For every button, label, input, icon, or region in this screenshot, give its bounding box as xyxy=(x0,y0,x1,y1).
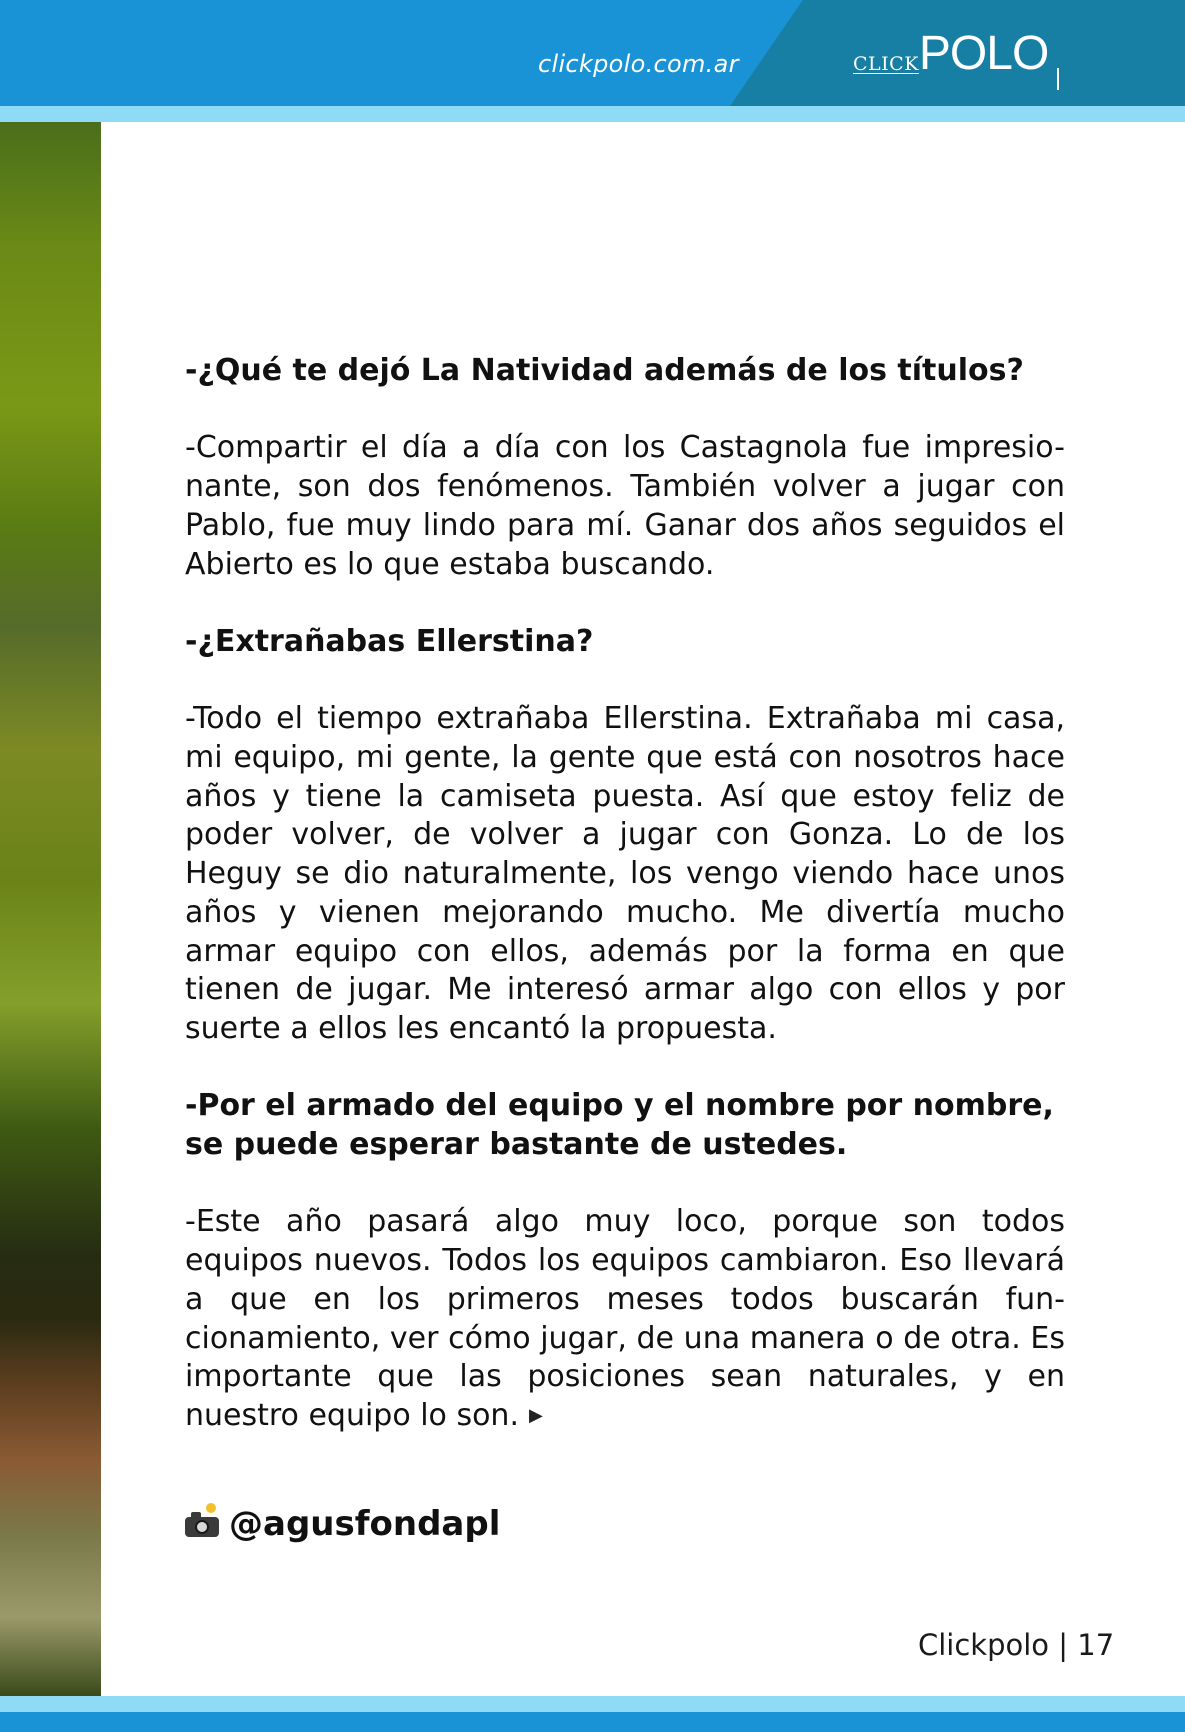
continue-arrow-icon: ▶ xyxy=(528,1405,543,1427)
site-url-link[interactable]: clickpolo.com.ar xyxy=(538,50,739,78)
answer-1: -Compartir el día a día con los Castagnola fue impresio- nante, son dos fenómenos. También volver a jugar con Pablo, fue muy lindo para mí. Ganar dos años seguidos el Abierto es lo que estaba buscando. xyxy=(185,430,1065,582)
logo-polo-text: POLO xyxy=(918,27,1049,80)
camera-flash-icon xyxy=(185,1511,219,1537)
photo-credit xyxy=(185,1502,500,1546)
logo-mark xyxy=(1057,68,1059,90)
header-bar xyxy=(0,0,1185,106)
clickpolo-logo[interactable] xyxy=(853,26,1063,92)
answer-3-text: -Este año pasará algo muy loco, porque son todos equipos nuevos. Todos los equipos cambiaron. Eso llevará a que en los primeros meses todos buscarán fun- cionamiento, ver cómo jugar, de una manera o de otra. Es importante que las posiciones sean naturales, y en nuestro equipo lo son. xyxy=(185,1204,1065,1433)
sidebar-photo-strip xyxy=(0,122,101,1696)
footer-bar xyxy=(0,1712,1185,1732)
question-1: -¿Qué te dejó La Natividad además de los títulos? xyxy=(185,353,1024,388)
interview-article xyxy=(185,352,1065,1436)
question-3: -Por el armado del equipo y el nombre por nombre, se puede esperar bastante de ustedes. xyxy=(185,1088,1054,1162)
logo-click-text: CLICK xyxy=(853,53,919,75)
footer-accent-strip xyxy=(0,1696,1185,1712)
question-2: -¿Extrañabas Ellerstina? xyxy=(185,623,594,659)
header-accent-strip xyxy=(0,106,1185,122)
answer-2: -Todo el tiempo extrañaba Ellerstina. Extrañaba mi casa, mi equipo, mi gente, la gente que está con nosotros hace años y tiene la camiseta puesta. Así que estoy feliz de poder volver, de volver a jugar con Gonza. Lo de los Heguy se dio naturalmente, los vengo viendo hace unos años y vienen mejorando mucho. Me divertía mucho armar equipo con ellos, además por la forma en que tienen de jugar. Me interesó armar algo con ellos y por suerte a ellos les encantó la propuesta. xyxy=(185,701,1065,1046)
answer-3 xyxy=(185,1203,1065,1435)
photographer-handle[interactable]: @agusfondapl xyxy=(229,1504,501,1544)
page-number: Clickpolo | 17 xyxy=(918,1628,1115,1662)
